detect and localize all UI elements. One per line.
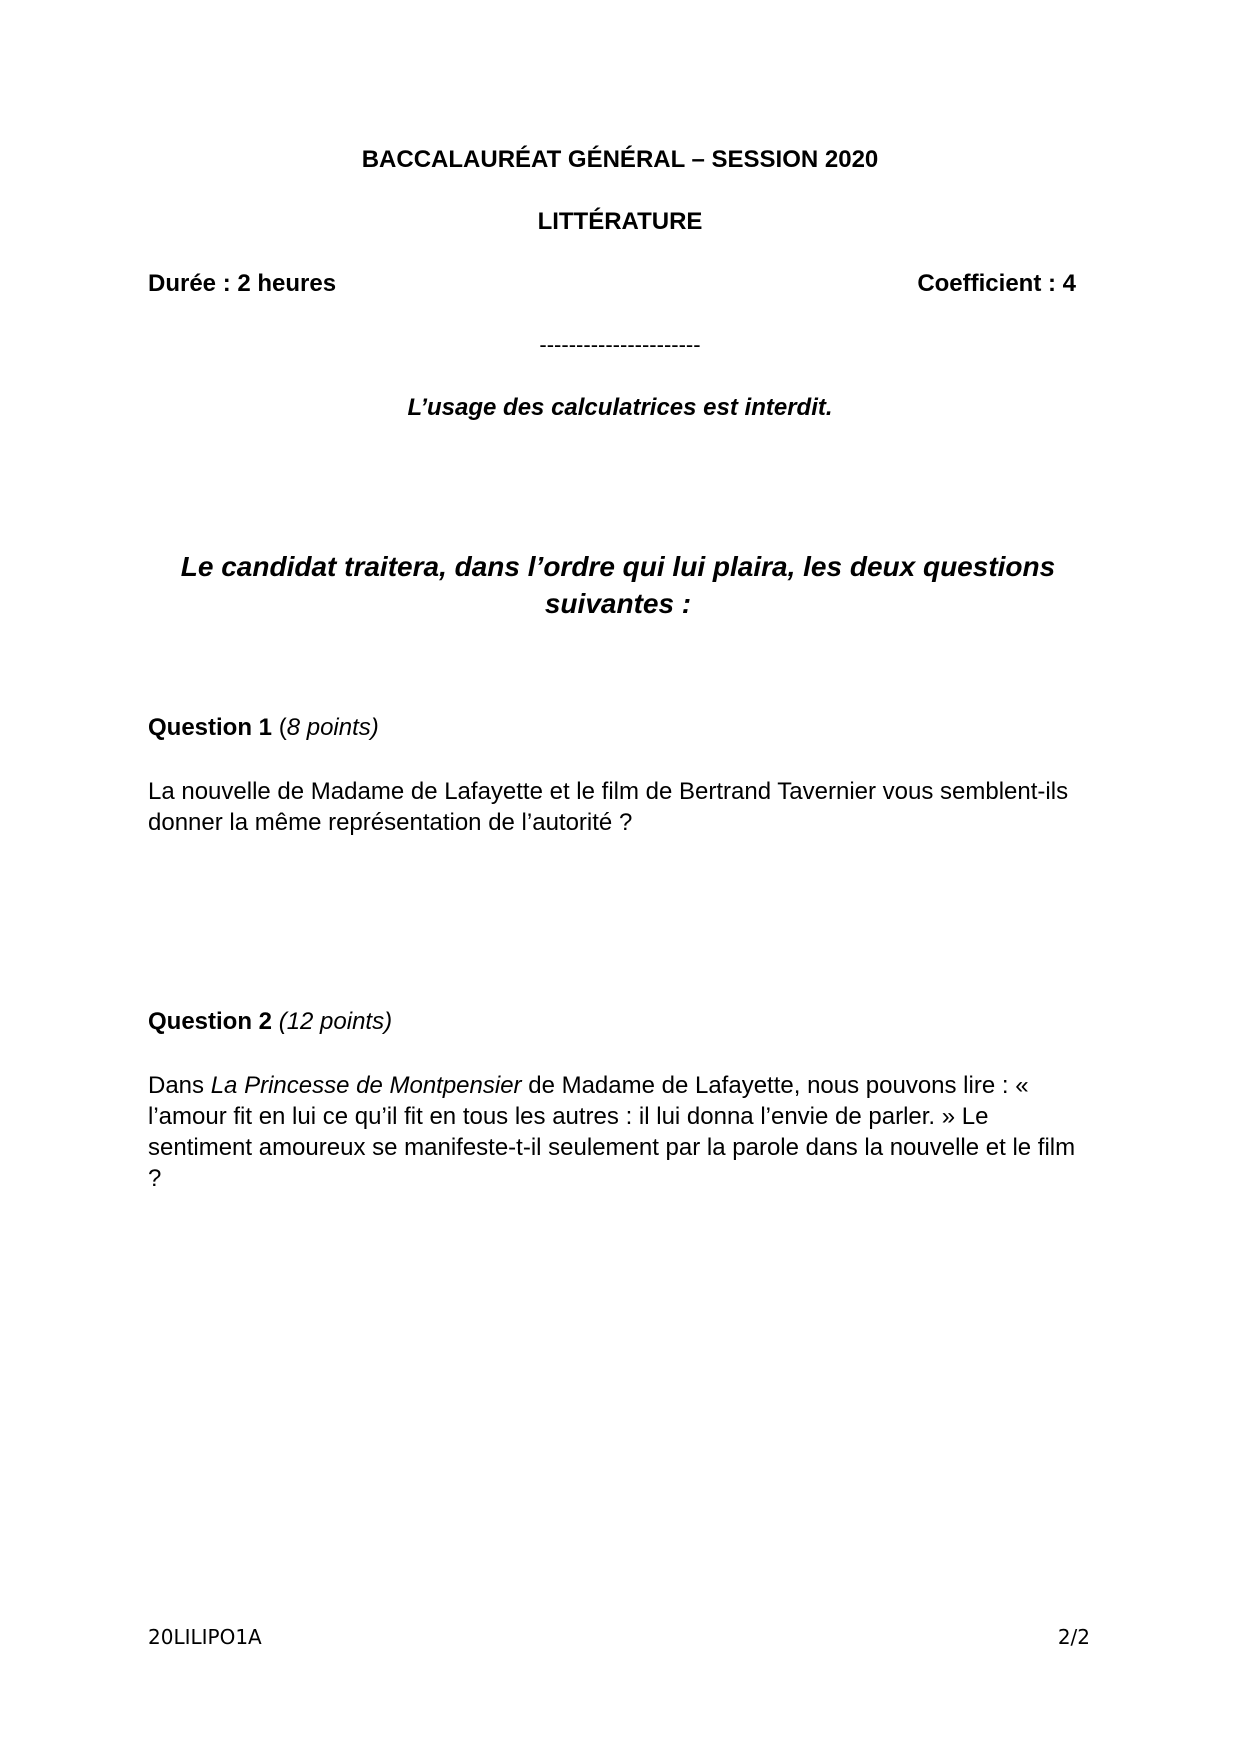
question-2-text-intro: Dans <box>148 1072 211 1099</box>
page-number: 2/2 <box>1057 1625 1090 1649</box>
coefficient-label: Coefficient : 4 <box>917 270 1076 297</box>
question-1-points: 8 points) <box>286 714 379 741</box>
question-2-label: Question 2 <box>148 1008 273 1035</box>
question-2-points: (12 points) <box>272 1008 393 1035</box>
question-1-heading <box>148 714 379 742</box>
subject-title: LITTÉRATURE <box>537 208 703 235</box>
subject-code: 20LILIPO1A <box>148 1625 262 1649</box>
question-1-text: La nouvelle de Madame de Lafayette et le film de Bertrand Tavernier vous semblent-ils donner la même représentation de l’autorité ? <box>148 778 1069 836</box>
instructions-text: Le candidat traitera, dans l’ordre qui lui plaira, les deux questions suivantes : <box>180 551 1056 619</box>
question-2-text <box>148 1070 1093 1194</box>
exam-title: BACCALAURÉAT GÉNÉRAL – SESSION 2020 <box>361 146 879 173</box>
question-2-heading <box>148 1008 392 1036</box>
duration-label: Durée : 2 heures <box>148 270 337 297</box>
question-1-points-open: ( <box>272 714 287 741</box>
calculator-notice: L’usage des calculatrices est interdit. <box>407 394 833 421</box>
question-1-label: Question 1 <box>148 714 273 741</box>
question-2-text-body: de Madame de Lafayette, nous pouvons lire : « l’amour fit en lui ce qu’il fit en tous les autres : il lui donna l’envie de parler. » Le sentiment amoureux se manifeste-t-il seulement par la parole dans la nouvelle et le film ? <box>148 1072 1076 1192</box>
separator-line: ---------------------- <box>539 332 701 357</box>
work-title: La Princesse de Montpensier <box>210 1072 522 1099</box>
